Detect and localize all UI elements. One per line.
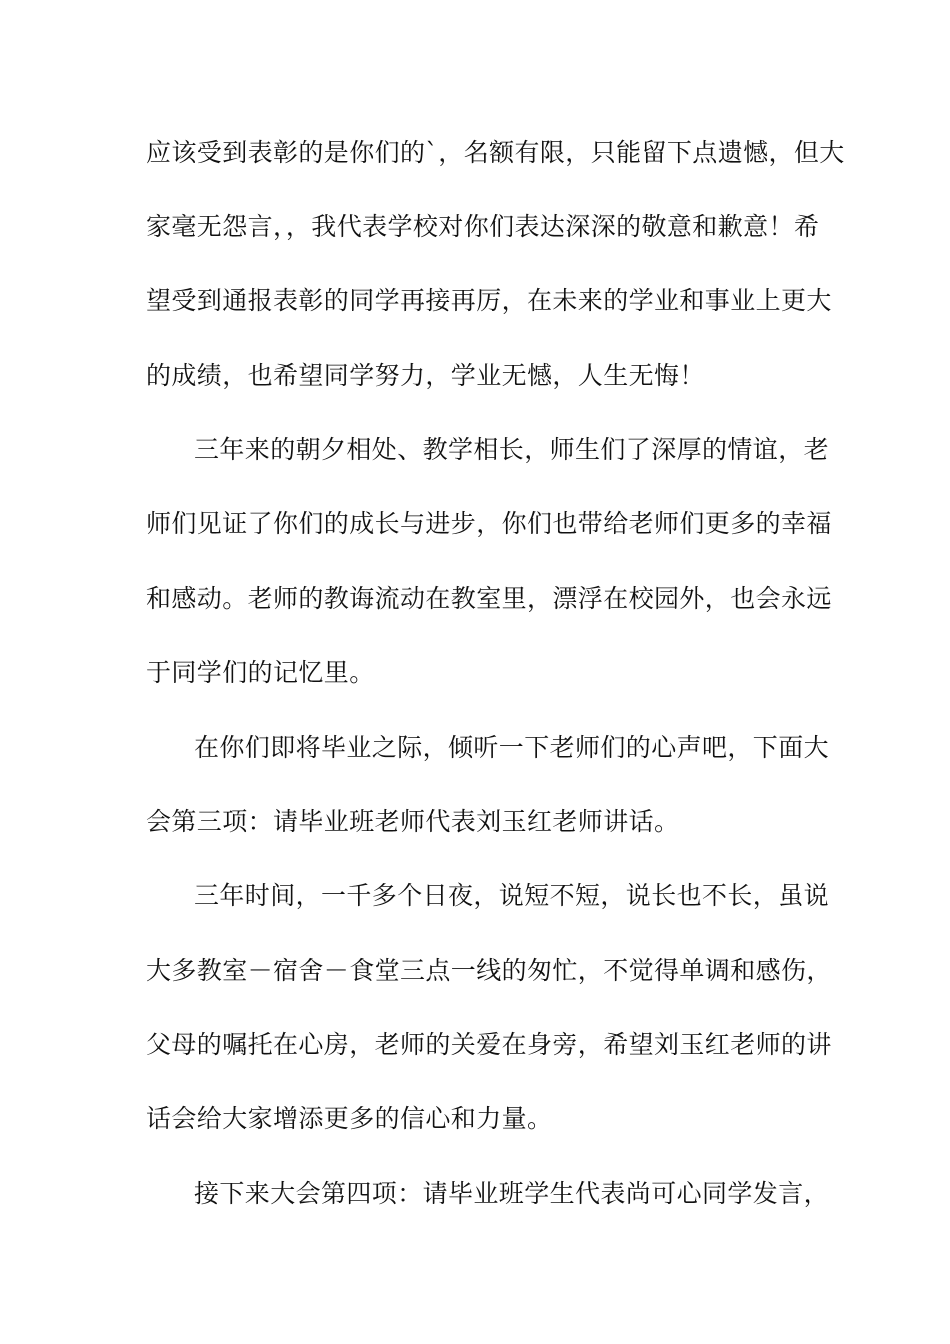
text-line: 父母的嘱托在心房，老师的关爱在身旁，希望刘玉红老师的讲 (146, 1030, 832, 1059)
text-line: 于同学们的记忆里。 (146, 658, 375, 687)
text-line: 应该受到表彰的是你们的`，名额有限，只能留下点遗憾，但大 (146, 138, 845, 167)
text-line: 望受到通报表彰的同学再接再厉，在未来的学业和事业上更大 (146, 286, 832, 315)
text-line: 的成绩，也希望同学努力，学业无憾，人生无悔！ (146, 361, 705, 390)
text-line: 和感动。老师的教诲流动在教室里，漂浮在校园外，也会永远 (146, 584, 832, 613)
paragraph-first-line: 三年来的朝夕相处、教学相长，师生们了深厚的情谊，老 (194, 435, 830, 464)
paragraph-first-line: 在你们即将毕业之际，倾听一下老师们的心声吧，下面大 (194, 733, 830, 762)
paragraph-first-line: 接下来大会第四项：请毕业班学生代表尚可心同学发言， (194, 1179, 830, 1208)
text-line: 会第三项：请毕业班老师代表刘玉红老师讲话。 (146, 807, 680, 836)
text-line: 师们见证了你们的成长与进步，你们也带给老师们更多的幸福 (146, 509, 832, 538)
paragraph-first-line: 三年时间，一千多个日夜，说短不短，说长也不长，虽说 (194, 881, 830, 910)
text-line: 大多教室－宿舍－食堂三点一线的匆忙，不觉得单调和感伤， (146, 956, 832, 985)
text-line: 家毫无怨言，，我代表学校对你们表达深深的敬意和歉意！希 (146, 212, 820, 241)
text-line: 话会给大家增添更多的信心和力量。 (146, 1104, 553, 1133)
